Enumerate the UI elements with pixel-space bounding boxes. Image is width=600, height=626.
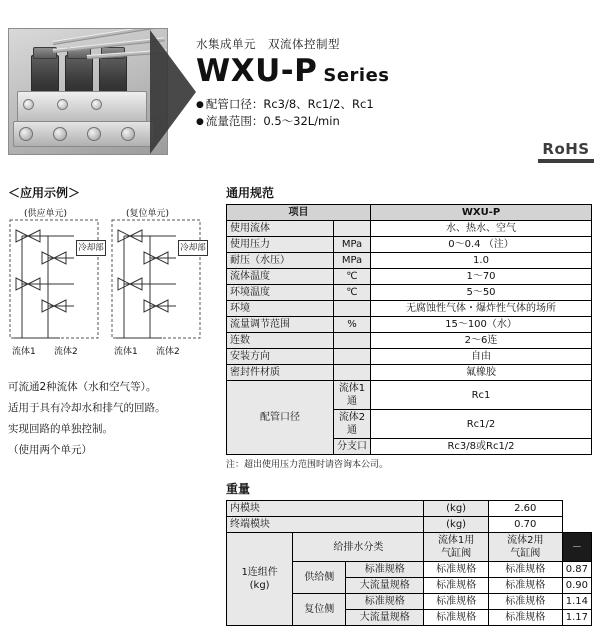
right-column <box>226 184 592 626</box>
specs-note: 注：超出使用压力范围时请咨询本公司。 <box>226 460 389 470</box>
weight-spec-3: 标准规格 <box>346 594 424 610</box>
header-bullet-0-text: 配管口径：Rc3/8、Rc1/2、Rc1 <box>205 97 374 111</box>
spec-unit-6: % <box>334 317 371 333</box>
weight-table <box>226 500 592 626</box>
spec-unit-1: MPa <box>334 237 371 253</box>
weight-spec-1: 标准规格 <box>346 562 424 578</box>
reset-unit-label: (复位单元) <box>126 209 170 219</box>
weight-class-header: 给排水分类 <box>293 533 424 562</box>
spec-label-2: 耐压（水压） <box>227 253 334 269</box>
spec-unit-2: MPa <box>334 253 371 269</box>
spec-value-3: 1～70 <box>371 269 592 285</box>
table-row <box>227 205 592 221</box>
product-photo <box>8 28 168 155</box>
rohs-underline <box>538 159 594 163</box>
cooling-block-2: 冷却部 <box>178 240 208 256</box>
weight-label-1: 终端模块 <box>227 517 424 533</box>
spec-value-9: 氟橡胶 <box>371 365 592 381</box>
port-label-1: 流体2通 <box>334 410 371 439</box>
table-row <box>227 237 592 253</box>
weight-col-header-2 <box>488 533 562 562</box>
header <box>0 28 600 168</box>
application-text-0: 可流通2种流体（水和空气等）。 <box>8 381 157 393</box>
specs-header-model: WXU-P <box>371 205 592 221</box>
table-row <box>227 533 592 562</box>
weight-c2-3: 标准规格 <box>488 594 562 610</box>
bullet-dot-icon: ● <box>196 117 204 127</box>
weight-c2-2: 标准规格 <box>488 578 562 594</box>
weight-group-unit-text: (kg) <box>249 580 270 591</box>
port-label-2: 分支口 <box>334 439 371 455</box>
weight-title: 重量 <box>226 482 251 496</box>
spec-unit-0 <box>334 221 371 237</box>
weight-label-0: 内模块 <box>227 501 424 517</box>
weight-value-dash: － <box>562 533 591 562</box>
header-bullet-1 <box>196 113 390 130</box>
application-text-2: 实现回路的单独控制。 <box>8 423 113 435</box>
application-text-3: （使用两个单元） <box>8 444 92 456</box>
table-row <box>227 285 592 301</box>
spec-unit-8 <box>334 349 371 365</box>
weight-value-4: 1.17 <box>562 610 591 626</box>
weight-col-header-1 <box>424 533 488 562</box>
header-triangle-decoration <box>150 30 196 154</box>
spec-label-1: 使用压力 <box>227 237 334 253</box>
spec-label-3: 流体温度 <box>227 269 334 285</box>
spec-unit-7 <box>334 333 371 349</box>
header-text-block <box>196 36 390 130</box>
weight-col-header-2-l2: 气缸阀 <box>510 548 541 559</box>
rohs-label: RoHS <box>542 140 590 158</box>
spec-label-8: 安装方向 <box>227 349 334 365</box>
specs-table <box>226 204 592 455</box>
weight-col-header-2-l1: 流体2用 <box>507 535 544 546</box>
spec-unit-9 <box>334 365 371 381</box>
spec-unit-4: ℃ <box>334 285 371 301</box>
weight-group-label <box>227 533 293 626</box>
circuit-diagram <box>8 206 204 374</box>
weight-value-3: 1.14 <box>562 594 591 610</box>
spec-value-0: 水、热水、空气 <box>371 221 592 237</box>
table-row <box>227 333 592 349</box>
spec-label-6: 流量调节范围 <box>227 317 334 333</box>
weight-side-supply: 供给侧 <box>293 562 346 594</box>
spec-value-5: 无腐蚀性气体・爆炸性气体的场所 <box>371 301 592 317</box>
spec-label-9: 密封件材质 <box>227 365 334 381</box>
table-row <box>227 349 592 365</box>
table-row <box>227 317 592 333</box>
product-model: WXU-P <box>196 53 318 89</box>
table-row <box>227 269 592 285</box>
table-row <box>227 365 592 381</box>
spec-value-4: 5～50 <box>371 285 592 301</box>
table-row <box>227 501 592 517</box>
table-row <box>227 517 592 533</box>
spec-value-1: 0～0.4 （注） <box>371 237 592 253</box>
weight-c1-2: 标准规格 <box>424 578 488 594</box>
weight-col-header-1-l2: 气缸阀 <box>441 548 472 559</box>
supply-unit-label: (供应单元) <box>24 209 68 219</box>
header-bullet-0 <box>196 96 390 113</box>
port-value-2: Rc3/8或Rc1/2 <box>371 439 592 455</box>
application-text-1: 适用于具有冷却水和排气的回路。 <box>8 402 166 414</box>
weight-c1-4: 标准规格 <box>424 610 488 626</box>
weight-unit-0: (kg) <box>424 501 488 517</box>
weight-value-0: 2.60 <box>488 501 562 517</box>
weight-c2-4: 标准规格 <box>488 610 562 626</box>
weight-value-2: 0.90 <box>562 578 591 594</box>
application-example-title: ＜应用示例＞ <box>8 186 81 200</box>
weight-side-reset: 复位侧 <box>293 594 346 626</box>
weight-c1-3: 标准规格 <box>424 594 488 610</box>
fluid-label-left-1: 流体1 <box>12 347 36 357</box>
specs-title: 通用规范 <box>226 186 275 200</box>
weight-col-header-1-l1: 流体1用 <box>437 535 475 546</box>
cooling-block-1: 冷却部 <box>76 240 106 256</box>
spec-label-4: 环境温度 <box>227 285 334 301</box>
spec-value-6: 15～100（水） <box>371 317 592 333</box>
table-row <box>227 381 592 410</box>
weight-group-label-text: 1连组件 <box>241 567 278 578</box>
port-value-0: Rc1 <box>371 381 592 410</box>
table-row <box>227 221 592 237</box>
spec-value-8: 自由 <box>371 349 592 365</box>
spec-value-7: 2～6连 <box>371 333 592 349</box>
product-series-word: Series <box>323 65 390 86</box>
page-title <box>196 53 390 89</box>
application-example-section <box>8 184 208 458</box>
fluid-label-right-1: 流体1 <box>114 347 138 357</box>
port-value-1: Rc1/2 <box>371 410 592 439</box>
weight-c2-1: 标准规格 <box>488 562 562 578</box>
weight-c1-1: 标准规格 <box>424 562 488 578</box>
bullet-dot-icon: ● <box>196 100 204 110</box>
header-bullets <box>196 96 390 130</box>
port-group-label: 配管口径 <box>227 381 334 455</box>
specs-header-item: 项目 <box>227 205 371 221</box>
fluid-label-right-2: 流体2 <box>156 347 180 357</box>
weight-unit-1: (kg) <box>424 517 488 533</box>
weight-value-1: 0.70 <box>488 517 562 533</box>
spec-unit-5 <box>334 301 371 317</box>
spec-value-2: 1.0 <box>371 253 592 269</box>
weight-spec-2: 大流量规格 <box>346 578 424 594</box>
spec-unit-3: ℃ <box>334 269 371 285</box>
spec-label-7: 连数 <box>227 333 334 349</box>
table-row <box>227 301 592 317</box>
weight-value-1b: 0.87 <box>562 562 591 578</box>
weight-spec-4: 大流量规格 <box>346 610 424 626</box>
header-subtitle: 水集成单元 双流体控制型 <box>196 37 340 51</box>
rohs-badge <box>538 140 594 163</box>
fluid-label-left-2: 流体2 <box>54 347 78 357</box>
table-row <box>227 253 592 269</box>
port-label-0: 流体1通 <box>334 381 371 410</box>
spec-label-0: 使用流体 <box>227 221 334 237</box>
spec-label-5: 环境 <box>227 301 334 317</box>
header-bullet-1-text: 流量范围：0.5～32L/min <box>205 114 340 128</box>
